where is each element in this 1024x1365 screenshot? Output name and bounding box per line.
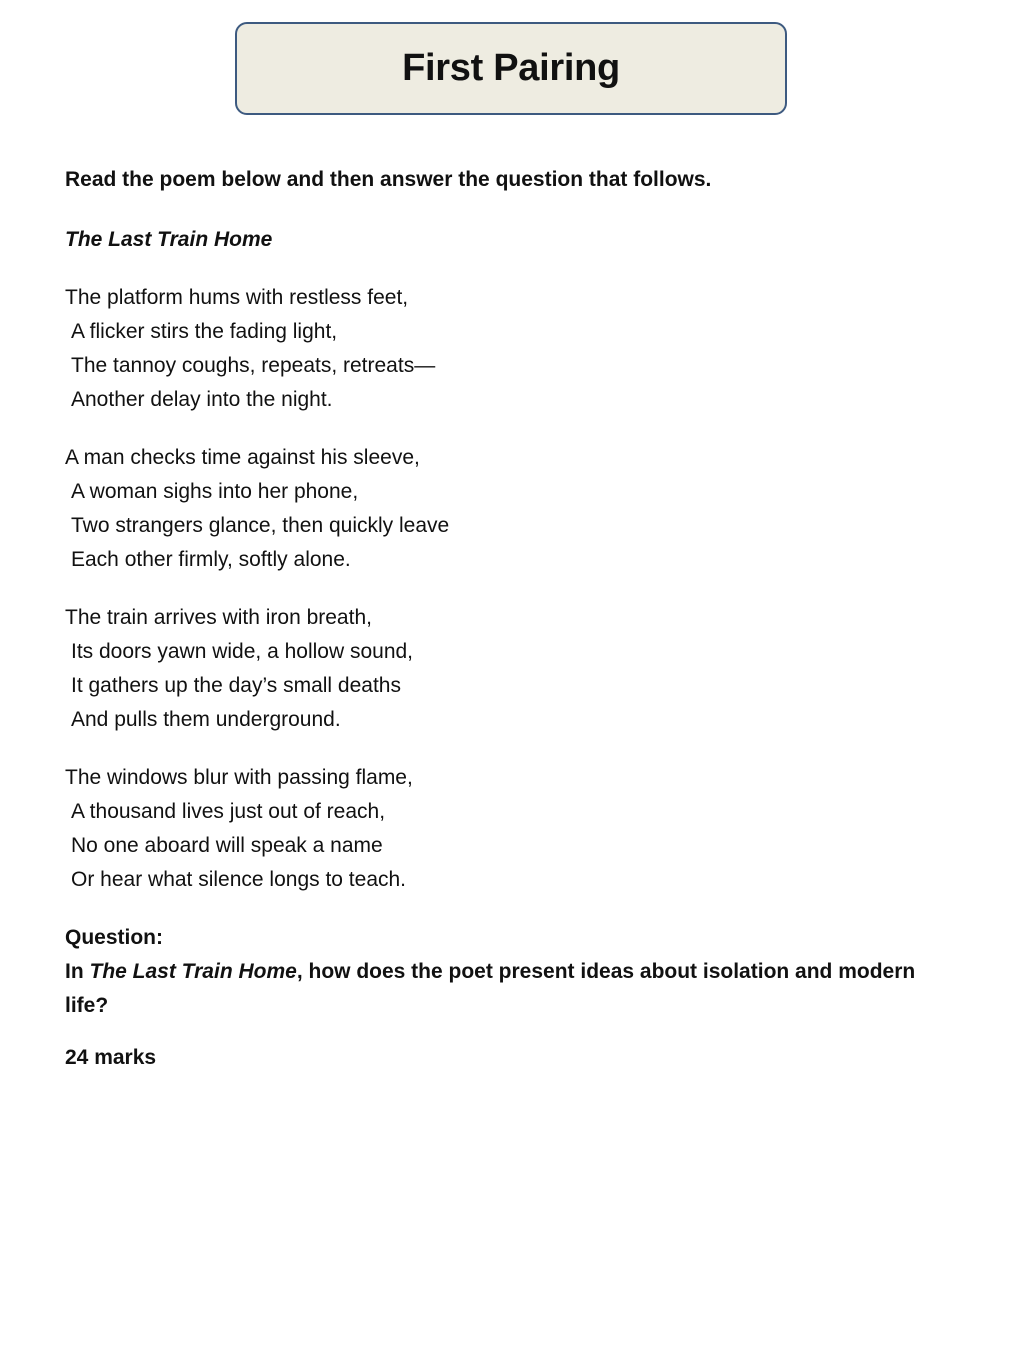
poem-stanza-2 — [65, 441, 955, 577]
question-poem-title: The Last Train Home — [89, 960, 297, 983]
poem-line: The tannoy coughs, repeats, retreats— — [71, 354, 436, 377]
question-prefix: In — [65, 960, 90, 983]
poem-line: A thousand lives just out of reach, — [71, 800, 386, 823]
poem-line: Two strangers glance, then quickly leave — [71, 514, 450, 537]
poem-line: The train arrives with iron breath, — [65, 606, 372, 629]
question-label: Question: — [65, 926, 163, 949]
instruction-text: Read the poem below and then answer the question that follows. — [65, 168, 712, 191]
marks-label: 24 marks — [65, 1046, 157, 1069]
page-title: First Pairing — [402, 47, 620, 89]
poem-line: A man checks time against his sleeve, — [65, 446, 420, 469]
poem-line: Its doors yawn wide, a hollow sound, — [71, 640, 414, 663]
question-text — [65, 955, 955, 1023]
poem-line: Each other firmly, softly alone. — [71, 548, 351, 571]
poem-stanza-3 — [65, 601, 955, 737]
poem-line: The platform hums with restless feet, — [65, 286, 409, 309]
poem-line: A woman sighs into her phone, — [71, 480, 359, 503]
question-suffix: , how does the poet present ideas about isolation and modern life? — [65, 960, 916, 1017]
poem-line: Or hear what silence longs to teach. — [71, 868, 407, 891]
poem-line: Another delay into the night. — [71, 388, 333, 411]
title-box — [235, 22, 787, 115]
poem-line: The windows blur with passing flame, — [65, 766, 413, 789]
poem-line: It gathers up the day’s small deaths — [71, 674, 401, 697]
poem-title: The Last Train Home — [65, 228, 273, 251]
poem-line: No one aboard will speak a name — [71, 834, 383, 857]
poem-stanza-4 — [65, 761, 955, 897]
poem-line: A flicker stirs the fading light, — [71, 320, 338, 343]
document-body — [65, 164, 955, 1075]
poem-stanza-1 — [65, 281, 955, 417]
poem-line: And pulls them underground. — [71, 708, 341, 731]
